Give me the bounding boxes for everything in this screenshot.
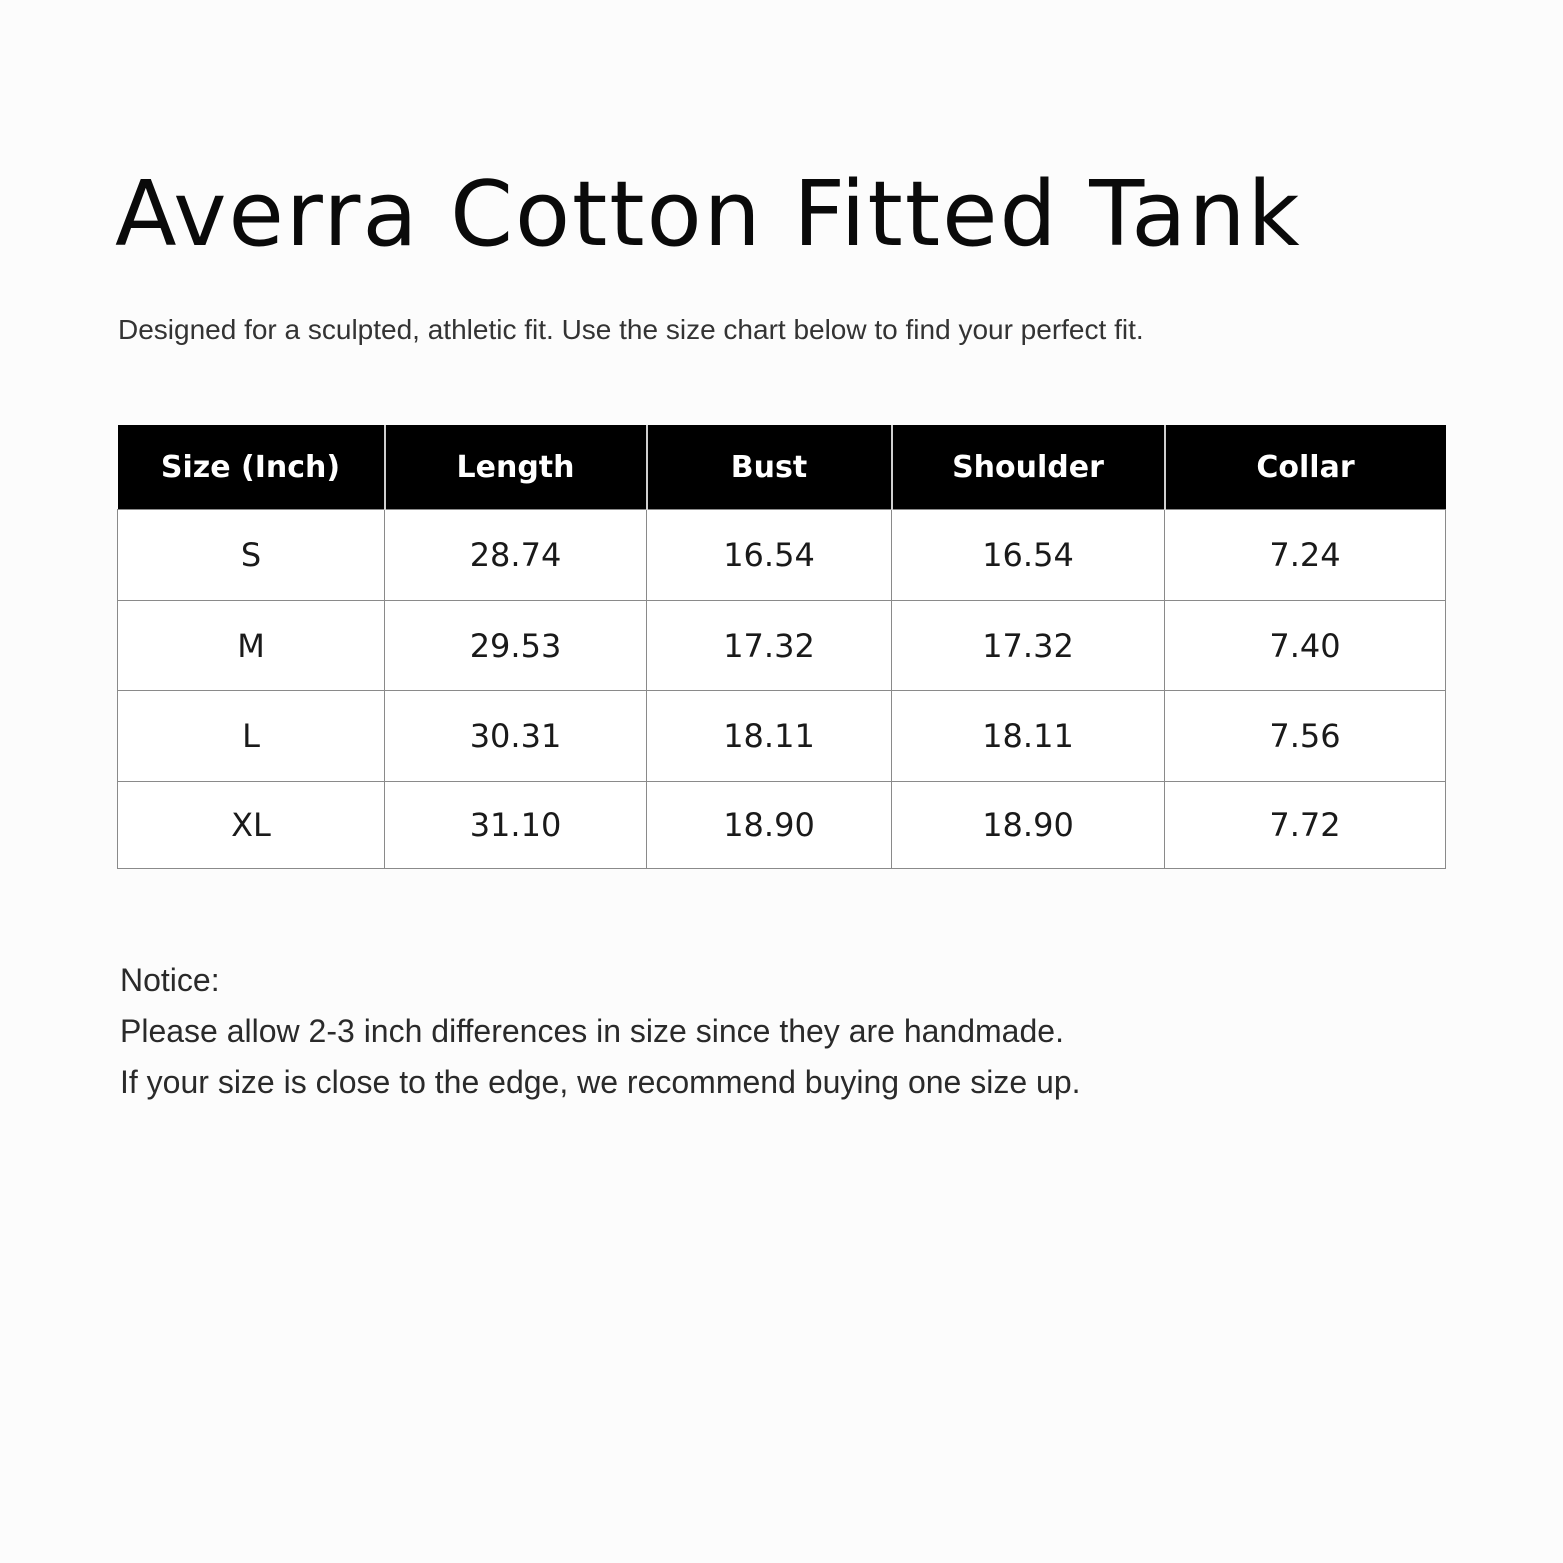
collar-cell: 7.40 [1165,601,1446,691]
collar-cell: 7.24 [1165,510,1446,601]
bust-cell: 17.32 [647,601,892,691]
notice-block [120,955,1081,1108]
notice-line: If your size is close to the edge, we recommend buying one size up. [120,1064,1081,1100]
bust-cell: 18.90 [647,782,892,869]
size-cell: S [118,510,385,601]
shoulder-cell: 17.32 [892,601,1165,691]
shoulder-cell: 16.54 [892,510,1165,601]
table-row [118,691,1446,782]
size-table [117,425,1446,869]
bust-cell: 18.11 [647,691,892,782]
table-header-row [118,425,1446,510]
bust-cell: 16.54 [647,510,892,601]
length-cell: 29.53 [385,601,647,691]
page-subtitle: Designed for a sculpted, athletic fit. Use the size chart below to find your perfect fit. [118,314,1144,345]
table-row [118,782,1446,869]
collar-cell: 7.56 [1165,691,1446,782]
size-cell: XL [118,782,385,869]
shoulder-cell: 18.90 [892,782,1165,869]
size-cell: L [118,691,385,782]
column-header-length: Length [385,425,647,510]
column-header-shoulder: Shoulder [892,425,1165,510]
notice-line: Please allow 2-3 inch differences in size since they are handmade. [120,1013,1064,1049]
column-header-collar: Collar [1165,425,1446,510]
notice-heading: Notice: [120,962,220,998]
column-header-size: Size (Inch) [118,425,385,510]
column-header-bust: Bust [647,425,892,510]
length-cell: 31.10 [385,782,647,869]
page-title: Averra Cotton Fitted Tank [115,162,1302,267]
collar-cell: 7.72 [1165,782,1446,869]
shoulder-cell: 18.11 [892,691,1165,782]
length-cell: 30.31 [385,691,647,782]
table-row [118,510,1446,601]
size-cell: M [118,601,385,691]
length-cell: 28.74 [385,510,647,601]
table-row [118,601,1446,691]
